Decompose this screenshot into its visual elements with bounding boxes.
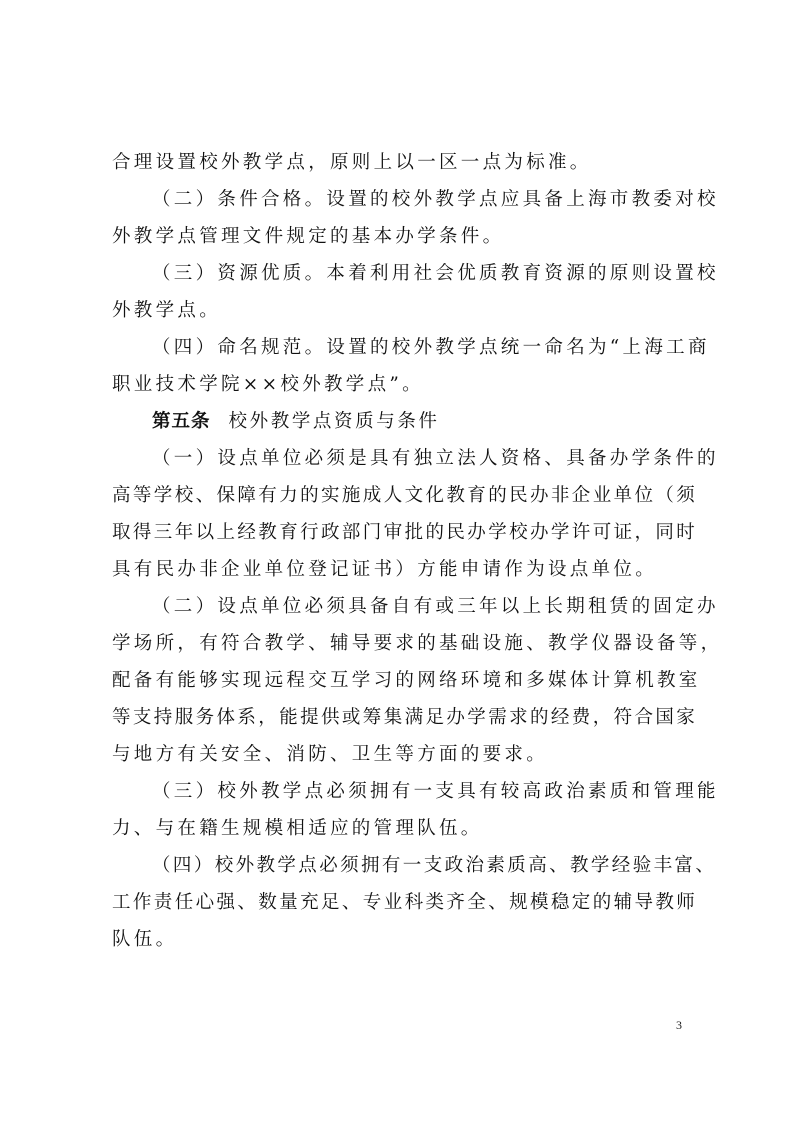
paragraph-line: 具有民办非企业单位登记证书）方能申请作为设点单位。: [112, 559, 658, 580]
paragraph-line: （二）条件合格。设置的校外教学点应具备上海市教委对校: [152, 189, 719, 210]
paragraph-line: 力、与在籍生规模相适应的管理队伍。: [112, 818, 483, 839]
paragraph-line: 职业技术学院××校外教学点”。: [112, 374, 424, 395]
article-title: 校外教学点资质与条件: [228, 411, 440, 432]
paragraph-line: 配备有能够实现远程交互学习的网络环境和多媒体计算机教室: [112, 670, 701, 691]
paragraph-line: 工作责任心强、数量充足、专业科类齐全、规模稳定的辅导教师: [112, 892, 698, 913]
paragraph-line: 外教学点管理文件规定的基本办学条件。: [112, 226, 505, 247]
page-number: 3: [676, 1018, 682, 1032]
paragraph-line: 合理设置校外教学点，原则上以一区一点为标准。: [112, 152, 592, 173]
paragraph-line: （三）资源优质。本着利用社会优质教育资源的原则设置校: [152, 263, 719, 284]
paragraph-line: （一）设点单位必须是具有独立法人资格、具备办学条件的: [152, 448, 719, 469]
article-heading: [112, 403, 692, 440]
article-number: 第五条: [152, 411, 211, 432]
document-body: [112, 144, 723, 958]
paragraph-line: 取得三年以上经教育行政部门审批的民办学校办学许可证，同时: [112, 522, 698, 543]
paragraph-line: 外教学点。: [112, 300, 222, 321]
paragraph-line: 高等学校、保障有力的实施成人文化教育的民办非企业单位（须: [112, 485, 698, 506]
paragraph-line: 与地方有关安全、消防、卫生等方面的要求。: [112, 744, 549, 765]
paragraph-line: 队伍。: [112, 929, 178, 950]
paragraph-line: （四）命名规范。设置的校外教学点统一命名为“上海工商: [152, 337, 710, 358]
paragraph-line: （三）校外教学点必须拥有一支具有较高政治素质和管理能: [152, 781, 719, 802]
paragraph-line: 学场所，有符合教学、辅导要求的基础设施、教学仪器设备等，: [112, 633, 723, 654]
paragraph-line: 等支持服务体系，能提供或筹集满足办学需求的经费，符合国家: [112, 707, 698, 728]
paragraph-line: （二）设点单位必须具备自有或三年以上长期租赁的固定办: [152, 596, 719, 617]
paragraph-line: （四）校外教学点必须拥有一支政治素质高、教学经验丰富、: [152, 855, 717, 876]
